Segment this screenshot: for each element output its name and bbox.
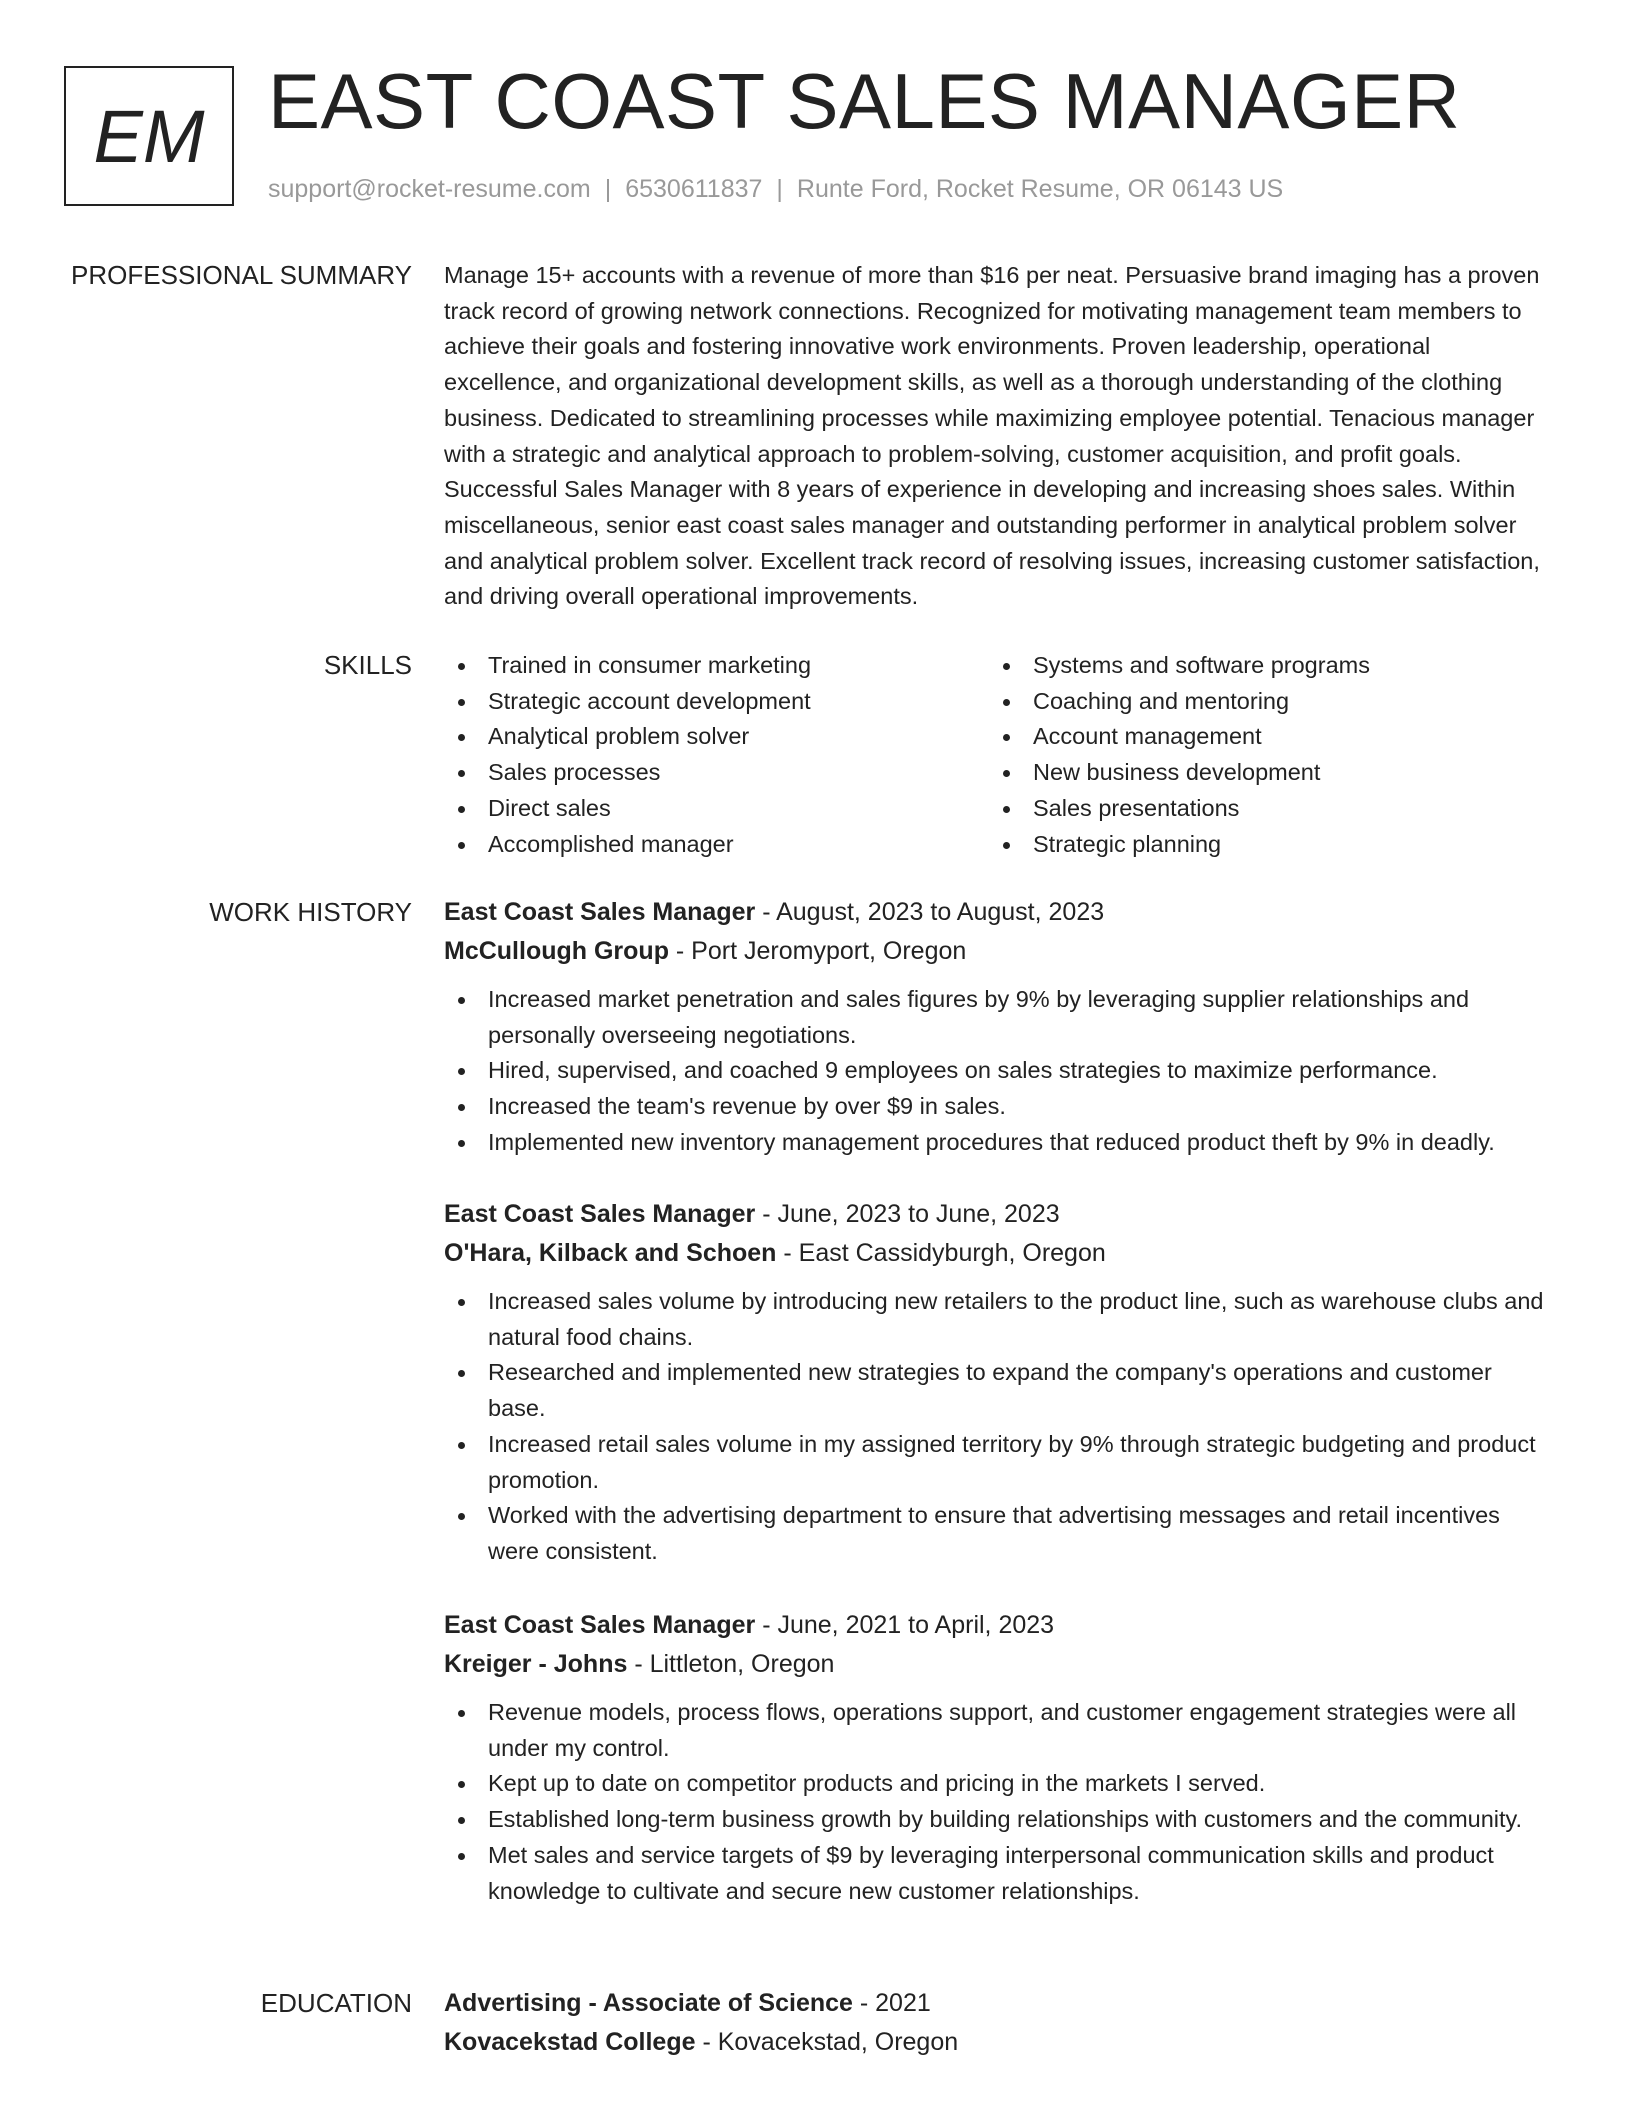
monogram-logo: EM bbox=[64, 66, 234, 206]
job-company-line bbox=[444, 1647, 1554, 1681]
job-dates: - June, 2021 to April, 2023 bbox=[755, 1611, 1055, 1639]
contact-separator: | bbox=[604, 175, 612, 203]
job-title-line bbox=[444, 895, 1554, 929]
job-company: O'Hara, Kilback and Schoen bbox=[444, 1239, 777, 1267]
skill-item: Strategic account development bbox=[444, 684, 989, 720]
job-title: East Coast Sales Manager bbox=[444, 1200, 756, 1228]
job-bullet: Increased the team's revenue by over $9 in sales. bbox=[444, 1089, 1554, 1125]
school-name: Kovacekstad College bbox=[444, 2028, 696, 2056]
work-history-heading: WORK HISTORY bbox=[209, 897, 412, 927]
summary-heading: PROFESSIONAL SUMMARY bbox=[71, 260, 412, 290]
job-title: East Coast Sales Manager bbox=[444, 1611, 756, 1639]
job-entry bbox=[444, 1608, 1554, 1909]
contact-address: Runte Ford, Rocket Resume, OR 06143 US bbox=[796, 175, 1284, 203]
job-bullets bbox=[444, 1695, 1554, 1909]
job-title-line bbox=[444, 1608, 1554, 1642]
skill-item: Direct sales bbox=[444, 791, 989, 827]
skills-list-right bbox=[989, 648, 1534, 862]
job-company-line bbox=[444, 934, 1554, 968]
school-location: - Kovacekstad, Oregon bbox=[695, 2028, 959, 2056]
skills-list-left bbox=[444, 648, 989, 862]
skills-heading: SKILLS bbox=[323, 650, 412, 680]
job-location: - Port Jeromyport, Oregon bbox=[668, 937, 967, 965]
job-bullet: Increased retail sales volume in my assigned territory by 9% through strategic budgeting and product promotion. bbox=[444, 1427, 1554, 1498]
skill-item: Analytical problem solver bbox=[444, 719, 989, 755]
job-dates: - August, 2023 to August, 2023 bbox=[755, 898, 1105, 926]
skill-item: Sales processes bbox=[444, 755, 989, 791]
school-line bbox=[444, 2025, 1554, 2059]
job-bullet: Increased sales volume by introducing new retailers to the product line, such as warehouse clubs and natural food chains. bbox=[444, 1284, 1554, 1355]
contact-separator: | bbox=[776, 175, 783, 203]
job-bullets bbox=[444, 1284, 1554, 1570]
skill-item: Strategic planning bbox=[989, 827, 1534, 863]
job-bullet: Met sales and service targets of $9 by leveraging interpersonal communication skills and product knowledge to cultivate and secure new customer relationships. bbox=[444, 1838, 1554, 1909]
skills-body bbox=[444, 648, 1554, 862]
contact-phone[interactable]: 6530611837 bbox=[625, 175, 763, 203]
job-title: East Coast Sales Manager bbox=[444, 898, 756, 926]
summary-text: Manage 15+ accounts with a revenue of more than $16 per neat. Persuasive brand imaging has a proven track record of growing network connections. Recognized for motivating management team members to achieve their goals and fostering innovative work environments. Proven leadership, operational excellence, and organizational development skills, as well as a thorough understanding of the clothing business. Dedicated to streamlining processes while maximizing employee potential. Tenacious manager with a strategic and analytical approach to problem-solving, customer acquisition, and profit goals. Successful Sales Manager with 8 years of experience in developing and increasing shoes sales. Within miscellaneous, senior east coast sales manager and outstanding performer in analytical problem solver and analytical problem solver. Excellent track record of resolving issues, increasing customer satisfaction, and driving overall operational improvements. bbox=[444, 262, 1540, 610]
job-dates: - June, 2023 to June, 2023 bbox=[755, 1200, 1060, 1228]
degree-line bbox=[444, 1986, 1554, 2020]
job-bullets bbox=[444, 982, 1554, 1161]
job-bullet: Increased market penetration and sales figures by 9% by leveraging supplier relationships and personally overseeing negotiations. bbox=[444, 982, 1554, 1053]
resume-title: EAST COAST SALES MANAGER bbox=[268, 57, 1461, 145]
job-company: Kreiger - Johns bbox=[444, 1650, 628, 1678]
job-company: McCullough Group bbox=[444, 937, 669, 965]
job-bullet: Established long-term business growth by building relationships with customers and the community. bbox=[444, 1802, 1554, 1838]
contact-email[interactable]: support@rocket-resume.com bbox=[268, 175, 591, 203]
job-title-line bbox=[444, 1197, 1554, 1231]
skill-item: New business development bbox=[989, 755, 1534, 791]
job-bullet: Revenue models, process flows, operations support, and customer engagement strategies were all under my control. bbox=[444, 1695, 1554, 1766]
skill-item: Coaching and mentoring bbox=[989, 684, 1534, 720]
job-entry bbox=[444, 895, 1554, 1161]
job-bullet: Worked with the advertising department to ensure that advertising messages and retail incentives were consistent. bbox=[444, 1498, 1554, 1569]
job-bullet: Hired, supervised, and coached 9 employees on sales strategies to maximize performance. bbox=[444, 1053, 1554, 1089]
education-heading: EDUCATION bbox=[260, 1988, 412, 2018]
job-bullet: Researched and implemented new strategies to expand the company's operations and customer base. bbox=[444, 1355, 1554, 1426]
job-entry bbox=[444, 1197, 1554, 1570]
job-bullet: Implemented new inventory management procedures that reduced product theft by 9% in deadly. bbox=[444, 1125, 1554, 1161]
summary-body bbox=[444, 258, 1554, 615]
skill-item: Account management bbox=[989, 719, 1534, 755]
skill-item: Trained in consumer marketing bbox=[444, 648, 989, 684]
job-company-line bbox=[444, 1236, 1554, 1270]
graduation-year: - 2021 bbox=[852, 1989, 931, 2017]
job-bullet: Kept up to date on competitor products and pricing in the markets I served. bbox=[444, 1766, 1554, 1802]
job-location: - Littleton, Oregon bbox=[627, 1650, 835, 1678]
education-entry bbox=[444, 1986, 1554, 2059]
skill-item: Accomplished manager bbox=[444, 827, 989, 863]
contact-line bbox=[268, 174, 1283, 204]
degree: Advertising - Associate of Science bbox=[444, 1989, 853, 2017]
skill-item: Systems and software programs bbox=[989, 648, 1534, 684]
job-location: - East Cassidyburgh, Oregon bbox=[776, 1239, 1106, 1267]
skill-item: Sales presentations bbox=[989, 791, 1534, 827]
